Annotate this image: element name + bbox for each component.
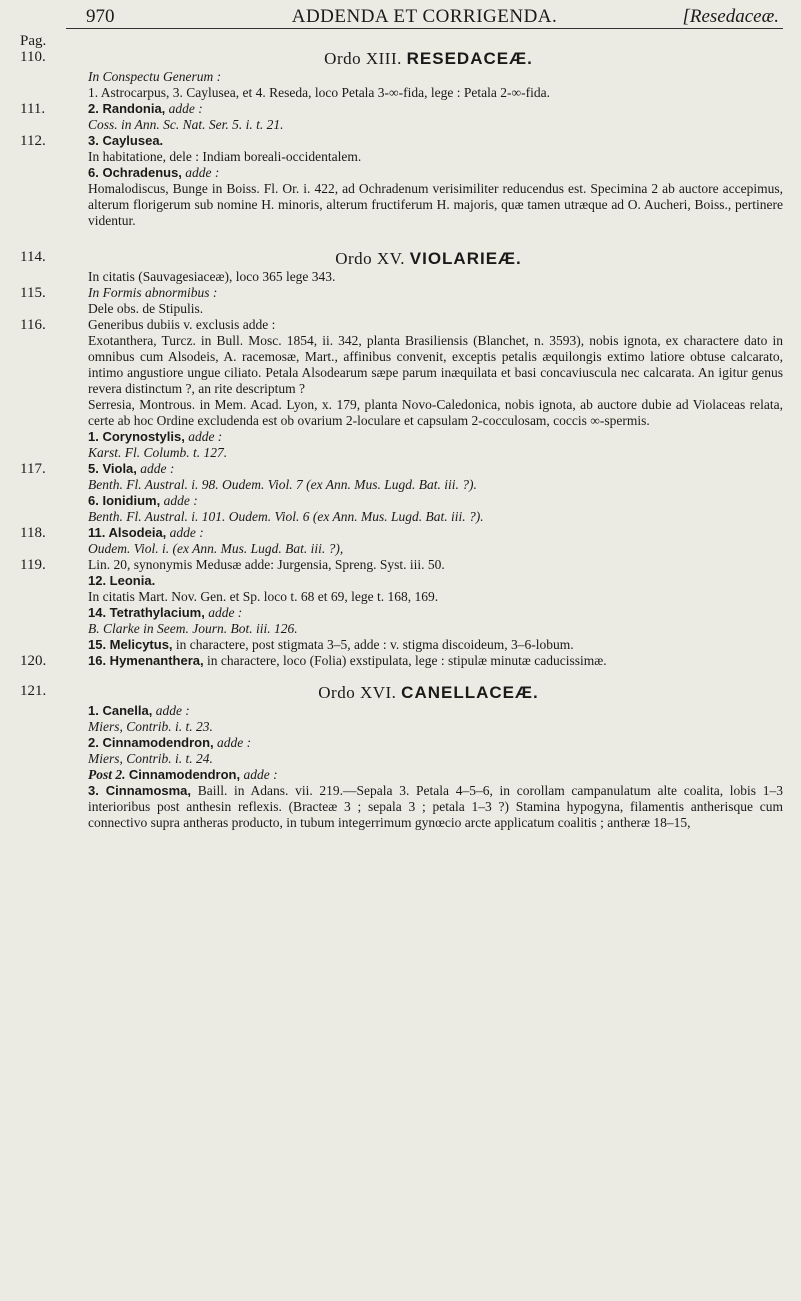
citation: Benth. Fl. Austral. i. 98. Oudem. Viol. 7 (ex Ann. Mus. Lugd. Bat. iii. ?). xyxy=(88,477,477,492)
running-header xyxy=(66,4,783,29)
text-line: In habitatione, dele : Indiam boreali-occidentalem. xyxy=(88,149,362,164)
genus-entry: 3. Caylusea. xyxy=(88,133,164,148)
page-ref: 114. xyxy=(20,249,46,265)
citation: Coss. in Ann. Sc. Nat. Ser. 5. i. t. 21. xyxy=(88,117,284,132)
paragraph: Serresia, Montrous. in Mem. Acad. Lyon, x. 179, planta Novo-Caledonica, nobis ignota, ab auctore dubie ad Violaceas relata, certe ab hoc Ordine excludenda est ob ovarium 2-loculare et capsulam 2-cocculosam, coccis ∞-spermis. xyxy=(88,397,783,428)
page-ref: 112. xyxy=(20,133,46,149)
genus-entry: 2. Cinnamodendron, adde : xyxy=(88,735,252,750)
text-line: In citatis Mart. Nov. Gen. et Sp. loco t. 68 et 69, lege t. 168, 169. xyxy=(88,589,439,604)
genus-entry: 12. Leonia. xyxy=(88,573,156,588)
genus-entry: 14. Tetrathylacium, adde : xyxy=(88,605,243,620)
text-line: Generibus dubiis v. exclusis adde : xyxy=(88,317,276,332)
text-line: Dele obs. de Stipulis. xyxy=(88,301,204,316)
citation: Miers, Contrib. i. t. 23. xyxy=(88,719,213,734)
page-ref: 121. xyxy=(20,683,47,699)
citation: Miers, Contrib. i. t. 24. xyxy=(88,751,213,766)
page-ref: 119. xyxy=(20,557,46,573)
pag-label: Pag. xyxy=(20,33,47,49)
page-ref: 116. xyxy=(20,317,46,333)
page-ref: 120. xyxy=(20,653,47,669)
paragraph: Homalodiscus, Bunge in Boiss. Fl. Or. i. 422, ad Ochradenum verisimiliter reducendus est. Specimina 2 ab auctore accepimus, alterum florigerum sub nomine H. minoris, alterum fructiferum H. majoris, quæ tamen utræque ad O. Aucheri, Boiss., pertinere videntur. xyxy=(88,181,783,228)
page-content xyxy=(20,33,783,831)
genus-entry: 1. Corynostylis, adde : xyxy=(88,429,223,444)
page-ref: 118. xyxy=(20,525,46,541)
genus-entry: 11. Alsodeia, adde : xyxy=(88,525,204,540)
text-line: In citatis (Sauvagesiaceæ), loco 365 lege 343. xyxy=(88,269,336,284)
header-title: ADDENDA ET CORRIGENDA. xyxy=(291,6,558,27)
paragraph: Exotanthera, Turcz. in Bull. Mosc. 1854, ii. 342, planta Brasiliensis (Blanchet, n. 3593), nobis ignota, ex charactere dato in omnibus cum Alsodeis, A. racemosæ, Mart., affinibus convenit, exceptis petalis æquilongis extimo latiore obtuse calcarato, intimo angustiore ungue ciliato. Petala Alsodearum sæpe parum inæquilata et basi concaviuscula nec calcarata. An igitur genus revera distinctum ?, an rite descriptum ? xyxy=(88,333,783,396)
order-heading-13: Ordo XIII. RESEDACEÆ. xyxy=(324,49,533,68)
order-heading-16: Ordo XVI. CANELLACEÆ. xyxy=(318,683,539,702)
text-line: 1. Astrocarpus, 3. Caylusea, et 4. Reseda, loco Petala 3-∞-fida, lege : Petala 2-∞-fida. xyxy=(88,85,550,100)
genus-entry: 5. Viola, adde : xyxy=(88,461,175,476)
page-ref: 115. xyxy=(20,285,46,301)
citation: Karst. Fl. Columb. t. 127. xyxy=(88,445,228,460)
page-ref: 117. xyxy=(20,461,46,477)
genus-entry: 2. Randonia, adde : xyxy=(88,101,203,116)
genus-entry: Post 2. Cinnamodendron, adde : xyxy=(88,767,278,782)
page-number: 970 xyxy=(86,6,115,27)
text-line: In Formis abnormibus : xyxy=(88,285,218,300)
genus-entry: 1. Canella, adde : xyxy=(88,703,190,718)
page-ref: 111. xyxy=(20,101,46,117)
citation: Benth. Fl. Austral. i. 101. Oudem. Viol. 6 (ex Ann. Mus. Lugd. Bat. iii. ?). xyxy=(88,509,484,524)
page-ref: 110. xyxy=(20,49,46,65)
text-line: Lin. 20, synonymis Medusæ adde: Jurgensia, Spreng. Syst. iii. 50. xyxy=(88,557,445,572)
citation: B. Clarke in Seem. Journ. Bot. iii. 126. xyxy=(88,621,298,636)
order-heading-15: Ordo XV. VIOLARIEÆ. xyxy=(335,249,522,268)
genus-entry: 15. Melicytus, in charactere, post stigmata 3–5, adde : v. stigma discoideum, 3–6-lobum. xyxy=(88,637,574,652)
genus-entry: 6. Ionidium, adde : xyxy=(88,493,198,508)
citation: Oudem. Viol. i. (ex Ann. Mus. Lugd. Bat. iii. ?), xyxy=(88,541,344,556)
header-family: [Resedaceæ. xyxy=(682,6,779,27)
genus-entry: 16. Hymenanthera, in charactere, loco (Folia) exstipulata, lege : stipulæ minutæ caducissimæ. xyxy=(88,653,607,668)
genus-entry: 6. Ochradenus, adde : xyxy=(88,165,220,180)
paragraph: 3. Cinnamosma, Baill. in Adans. vii. 219.—Sepala 3. Petala 4–5–6, in corollam campanulatum alte coalita, lobis 1–3 interioribus post anthesin reflexis. (Bracteæ 3 ; sepala 3 ; petala 1–3 ?) Stamina hypogyna, filamentis antherisque cum connectivo supra antheras producto, in tubum integerrimum gynœcio arcte applicatum coalitis ; antheræ 18–15, xyxy=(88,783,783,830)
text-line: In Conspectu Generum : xyxy=(88,69,222,84)
